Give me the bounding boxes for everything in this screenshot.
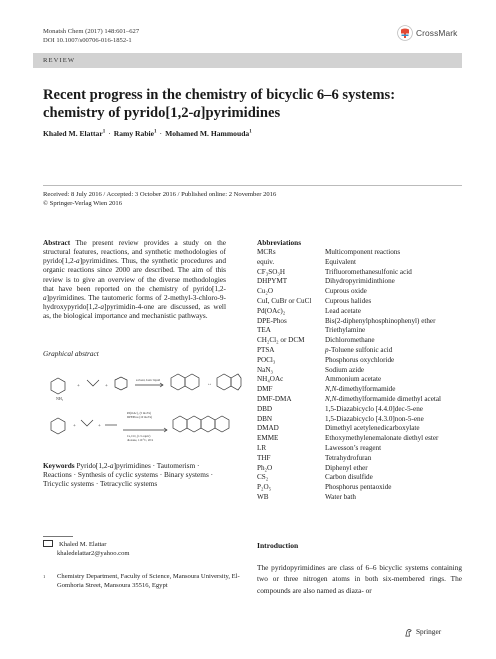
- reaction-2: [51, 411, 229, 443]
- corresponding-author: Khaled M. Elattar: [59, 541, 107, 549]
- abbreviation-row: [257, 307, 472, 317]
- abbreviation-row: [257, 493, 472, 503]
- abbreviation-row: [257, 473, 472, 483]
- reaction-1: [51, 374, 241, 401]
- abbreviation-row: [257, 424, 472, 434]
- abbreviation-term: LR: [257, 443, 267, 452]
- journal-citation: Monatsh Chem (2017) 148:601–627: [43, 28, 140, 35]
- abbreviation-definition: Phosphorus pentaoxide: [325, 483, 392, 492]
- history-line: Received: 8 July 2016 / Accepted: 3 October 2016 / Published online: 2 November 2016: [43, 191, 277, 198]
- abbreviation-definition: Phosphorus oxychloride: [325, 355, 395, 364]
- abbreviation-definition: Lead acetate: [325, 306, 361, 315]
- keywords: [43, 461, 228, 488]
- introduction-text: The pyridopyrimidines are class of 6–6 bicyclic systems containing two or three nitrogen atoms in both six-membered rings. The compounds are also named as diaza- or: [257, 563, 462, 595]
- svg-text:+: +: [77, 384, 80, 389]
- abbreviation-row: [257, 346, 472, 356]
- abbreviation-row: [257, 415, 472, 425]
- copyright-line: © Springer-Verlag Wien 2016: [43, 200, 123, 207]
- abbreviation-row: [257, 336, 472, 346]
- abbreviation-row: [257, 434, 472, 444]
- crossmark-label: CrossMark: [416, 28, 458, 38]
- abbreviation-definition: Carbon disulfide: [325, 473, 373, 482]
- crossmark-badge[interactable]: [397, 25, 461, 43]
- abbreviation-definition: Sodium azide: [325, 365, 365, 374]
- abstract-text: The present review provides a study on the structural features, reactions, and synthetic methodologies of pyrido[1,2-a]pyrimidines. Thus, the synthetic procedures and organic reactions since 2000 are described. The aim of this review is to give an overview of the diverse methodologies that have been reported on the chemistry of pyrido[1,2-a]pyrimidines. The tautomeric forms of 2-methyl-3-chloro-9-hydroxypyrido[1,2-a]pyrimidin-4-one are discussed, as well as, the biological importance and mechanistic pathways.: [43, 238, 226, 321]
- abbreviation-term: DPE-Phos: [257, 316, 287, 325]
- keywords-label: Keywords: [43, 461, 75, 470]
- graphical-abstract-label: Graphical abstract: [43, 349, 99, 358]
- abbreviation-row: [257, 317, 472, 327]
- abbreviation-term: CuI, CuBr or CuCl: [257, 296, 312, 305]
- divider: [43, 185, 462, 186]
- springer-horse-icon: [404, 628, 413, 637]
- abbreviation-term: EMME: [257, 434, 279, 443]
- author[interactable]: Mohamed M. Hammouda: [165, 129, 250, 138]
- abbreviation-row: [257, 454, 472, 464]
- svg-text:↔: ↔: [207, 382, 212, 387]
- svg-text:+: +: [98, 424, 101, 429]
- abbreviation-row: [257, 395, 472, 405]
- reaction-2-conditions: Pd(OAc)₂ (5 mol%): [127, 411, 152, 415]
- svg-text:+: +: [73, 424, 76, 429]
- svg-text:DPEPhos (10 mol%): DPEPhos (10 mol%): [127, 415, 153, 419]
- abbreviation-row: [257, 277, 472, 287]
- abbreviation-row: [257, 366, 472, 376]
- separator: ·: [108, 129, 111, 138]
- abbreviation-term: POCl₃: [257, 355, 276, 364]
- svg-text:Cs₂CO₃ (1.5 equiv): Cs₂CO₃ (1.5 equiv): [127, 434, 151, 438]
- author-sup: 1: [154, 129, 157, 135]
- abbreviation-definition: Dichloromethane: [325, 336, 375, 345]
- abbreviation-definition: Triethylamine: [325, 326, 366, 335]
- abbreviation-term: THF: [257, 453, 271, 462]
- abbreviation-term: PTSA: [257, 345, 275, 354]
- abbreviation-definition: Ethoxymethylenemalonate diethyl ester: [325, 434, 439, 443]
- footnote-rule: [43, 536, 73, 537]
- abbreviation-definition: Equivalent: [325, 257, 356, 266]
- abbreviation-row: [257, 258, 472, 268]
- publisher-logo: [404, 627, 441, 637]
- section-label: REVIEW: [43, 56, 76, 64]
- abbreviation-definition: Cuprous halides: [325, 296, 372, 305]
- affiliation-text: Chemistry Department, Faculty of Science, Mansoura University, El-Gomhoria Street, Mansoura 35516, Egypt: [57, 573, 240, 589]
- author[interactable]: Ramy Rabie: [113, 129, 155, 138]
- abbreviation-definition: Cuprous oxide: [325, 287, 367, 296]
- abbreviation-term: equiv.: [257, 257, 275, 266]
- graphical-abstract-scheme: [43, 360, 243, 460]
- abbreviation-term: MCRs: [257, 248, 276, 256]
- abbreviation-definition: Dimethyl acetylenedicarboxylate: [325, 424, 420, 433]
- abbreviation-term: DMF: [257, 385, 273, 394]
- abbreviations-heading: Abbreviations: [257, 238, 302, 247]
- journal-header: [43, 27, 139, 45]
- abbreviation-term: Pd(OAc)₂: [257, 306, 286, 315]
- abbreviation-row: [257, 248, 472, 258]
- abbreviation-definition: 1,5-Diazabicyclo [4.4.0]dec-5-ene: [325, 404, 423, 413]
- abbreviation-row: [257, 356, 472, 366]
- publication-dates: [43, 190, 276, 208]
- envelope-icon: [43, 540, 53, 547]
- abbreviation-definition: Tetrahydrofuran: [325, 453, 372, 462]
- abbreviation-definition: N,N-dimethylformamide dimethyl acetal: [325, 394, 442, 403]
- abbreviation-row: [257, 297, 472, 307]
- abbreviation-definition: Bis(2-diphenylphosphinophenyl) ether: [325, 316, 436, 325]
- abbreviation-definition: Diphenyl ether: [325, 463, 368, 472]
- keywords-text: Pyrido[1,2-a]pyrimidines · Tautomerism · Reactions · Synthesis of cyclic systems · Binary systems · Tricyclic systems · Tetracyclic systems: [43, 461, 214, 489]
- abstract: [43, 238, 226, 320]
- email-link[interactable]: khaledelattar2@yahoo.com: [57, 549, 130, 557]
- abstract-label: Abstract: [43, 238, 71, 247]
- abbreviation-term: DMAD: [257, 424, 279, 433]
- abbreviation-row: [257, 464, 472, 474]
- abbreviation-definition: Ammonium acetate: [325, 375, 382, 384]
- svg-text:+: +: [105, 384, 108, 389]
- abbreviation-term: DHPYMT: [257, 277, 288, 286]
- title-line-2: chemistry of pyrido[1,2-a]pyrimidines: [43, 105, 281, 121]
- abbreviation-term: NaN₃: [257, 365, 273, 374]
- abbreviation-term: DBN: [257, 414, 273, 423]
- abbreviation-term: TEA: [257, 326, 271, 335]
- abbreviation-term: DMF-DMA: [257, 394, 292, 403]
- abbreviation-term: WB: [257, 492, 269, 501]
- article-title: [43, 86, 463, 122]
- abbreviation-row: [257, 287, 472, 297]
- abbreviation-term: CH₂Cl₂ or DCM: [257, 336, 305, 345]
- abbreviation-term: CF₃SO₃H: [257, 267, 285, 276]
- abbreviation-definition: Multicomponent reactions: [325, 248, 401, 256]
- crossmark-icon: [397, 25, 413, 41]
- abbreviation-row: [257, 385, 472, 395]
- svg-text:dioxane, 110 °C, 20 h: dioxane, 110 °C, 20 h: [127, 438, 154, 442]
- reaction-1-conditions: solvent, Ionic liquid: [136, 378, 161, 382]
- abbreviation-definition: Dihydropyrimidinthione: [325, 277, 395, 286]
- doi[interactable]: DOI 10.1007/s00706-016-1852-1: [43, 37, 132, 44]
- affiliation: [43, 573, 243, 590]
- abbreviation-term: CS₂: [257, 473, 269, 482]
- abbreviation-definition: Trifluoromethanesulfonic acid: [325, 267, 412, 276]
- abbreviation-definition: p-Toluene sulfonic acid: [325, 345, 393, 354]
- abbreviation-row: [257, 444, 472, 454]
- abbreviation-row: [257, 375, 472, 385]
- abbreviation-definition: N,N-dimethylformamide: [325, 385, 396, 394]
- abbreviation-row: [257, 326, 472, 336]
- abbreviation-term: P₂O₅: [257, 483, 272, 492]
- abbreviation-term: Ph₂O: [257, 463, 273, 472]
- abbreviation-term: NH₄OAc: [257, 375, 284, 384]
- abbreviation-definition: 1,5-Diazabicyclo [4.3.0]non-5-ene: [325, 414, 424, 423]
- author-list: [43, 129, 252, 138]
- author-sup: 1: [249, 129, 252, 135]
- abbreviation-term: Cu₂O: [257, 287, 273, 296]
- correspondence: [43, 541, 130, 558]
- author[interactable]: Khaled M. Elattar: [43, 129, 103, 138]
- separator: ·: [159, 129, 163, 138]
- abbreviations-list: [257, 248, 472, 503]
- title-line-1: Recent progress in the chemistry of bicyclic 6–6 systems:: [43, 87, 396, 103]
- author-sup: 1: [102, 129, 106, 135]
- section-band: [33, 53, 462, 68]
- abbreviation-row: [257, 268, 472, 278]
- abbreviation-row: [257, 405, 472, 415]
- abbreviation-definition: Lawesson’s reagent: [325, 443, 382, 452]
- abbreviation-definition: Water bath: [325, 492, 356, 501]
- publisher-name: Springer: [416, 627, 442, 636]
- affiliation-sup: 1: [43, 574, 46, 579]
- abbreviation-row: [257, 483, 472, 493]
- svg-text:NH₂: NH₂: [56, 396, 64, 401]
- introduction-heading: Introduction: [257, 541, 299, 550]
- abbreviation-term: DBD: [257, 404, 273, 413]
